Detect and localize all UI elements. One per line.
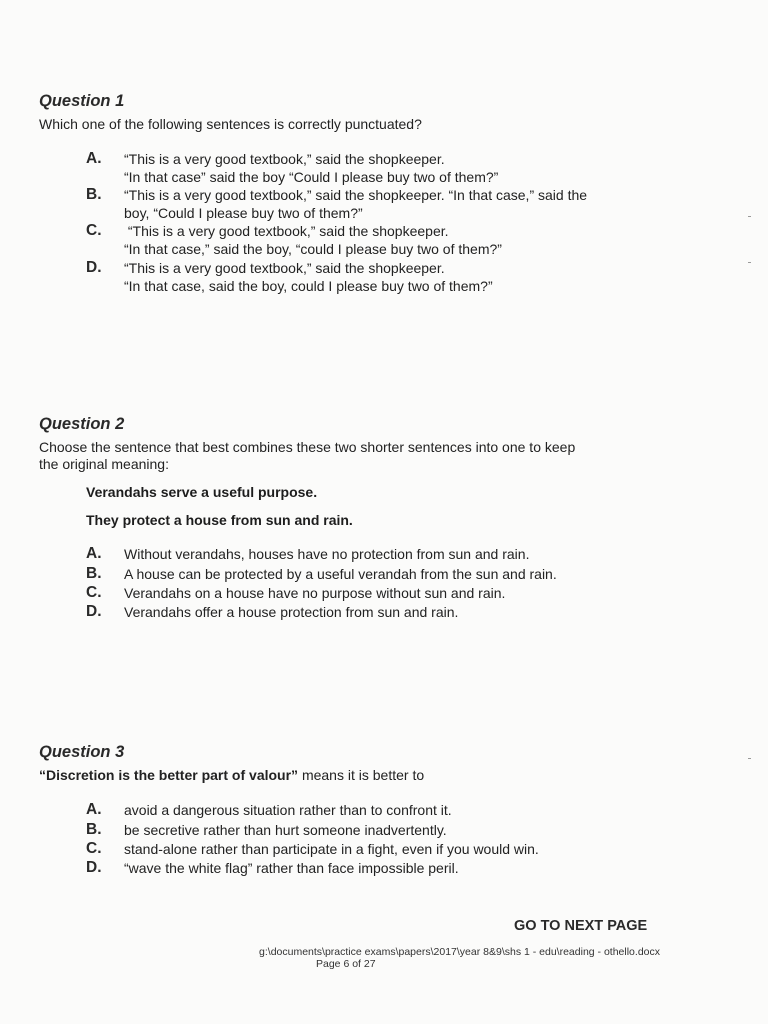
option-letter: B.	[86, 821, 102, 838]
option-text: Without verandahs, houses have no protection from sun and rain.	[124, 546, 530, 562]
option-text: stand-alone rather than participate in a fight, even if you would win.	[124, 841, 539, 857]
option-line: “This is a very good textbook,” said the shopkeeper. “In that case,” said the	[124, 187, 588, 203]
option-line: boy, “Could I please buy two of them?”	[124, 204, 363, 221]
stem-rest: means it is better to	[298, 767, 425, 783]
stem-line: the original meaning:	[39, 456, 169, 472]
question-2-stem	[39, 439, 659, 473]
option-letter: D.	[86, 603, 102, 620]
option-letter: C.	[86, 222, 102, 239]
option-letter: A.	[86, 545, 102, 562]
go-to-next-page-label: GO TO NEXT PAGE	[514, 918, 648, 934]
option-letter: D.	[86, 259, 102, 276]
option-line: “In that case,” said the boy, “could I please buy two of them?”	[124, 240, 502, 257]
quoted-phrase: “Discretion is the better part of valour”	[39, 767, 299, 783]
option-letter: A.	[86, 150, 102, 167]
option-letter: B.	[86, 186, 102, 203]
option-text: “wave the white flag” rather than face impossible peril.	[124, 860, 459, 876]
option-line: “This is a very good textbook,” said the shopkeeper.	[124, 151, 445, 167]
given-sentence-2: They protect a house from sun and rain.	[86, 512, 353, 528]
document-path: g:\documents\practice exams\papers\2017\year 8&9\shs 1 - edu\reading - othello.docx	[259, 946, 660, 958]
option-text: Verandahs on a house have no purpose without sun and rain.	[124, 585, 506, 601]
question-1-stem: Which one of the following sentences is correctly punctuated?	[39, 116, 422, 132]
option-text: be secretive rather than hurt someone inadvertently.	[124, 822, 447, 838]
option-text: avoid a dangerous situation rather than to confront it.	[124, 802, 452, 818]
option-letter: B.	[86, 565, 102, 582]
option-line: “In that case” said the boy “Could I please buy two of them?”	[124, 168, 499, 185]
option-line: “This is a very good textbook,” said the shopkeeper.	[124, 260, 445, 276]
question-2-title: Question 2	[39, 415, 125, 433]
option-line: “In that case, said the boy, could I please buy two of them?”	[124, 277, 493, 294]
option-letter: C.	[86, 584, 102, 601]
scan-speck	[748, 758, 751, 759]
scan-speck	[748, 216, 751, 217]
option-line: “This is a very good textbook,” said the shopkeeper.	[124, 223, 449, 239]
option-letter: C.	[86, 840, 102, 857]
option-text: A house can be protected by a useful verandah from the sun and rain.	[124, 566, 557, 582]
option-letter: D.	[86, 859, 102, 876]
scan-speck	[748, 262, 751, 263]
question-3-title: Question 3	[39, 743, 125, 761]
given-sentence-1: Verandahs serve a useful purpose.	[86, 484, 318, 500]
page-number: Page 6 of 27	[316, 958, 376, 970]
question-3-stem	[39, 767, 659, 784]
option-letter: A.	[86, 801, 102, 818]
option-text: Verandahs offer a house protection from sun and rain.	[124, 604, 459, 620]
question-1-title: Question 1	[39, 92, 125, 110]
stem-line: Choose the sentence that best combines these two shorter sentences into one to keep	[39, 439, 576, 455]
